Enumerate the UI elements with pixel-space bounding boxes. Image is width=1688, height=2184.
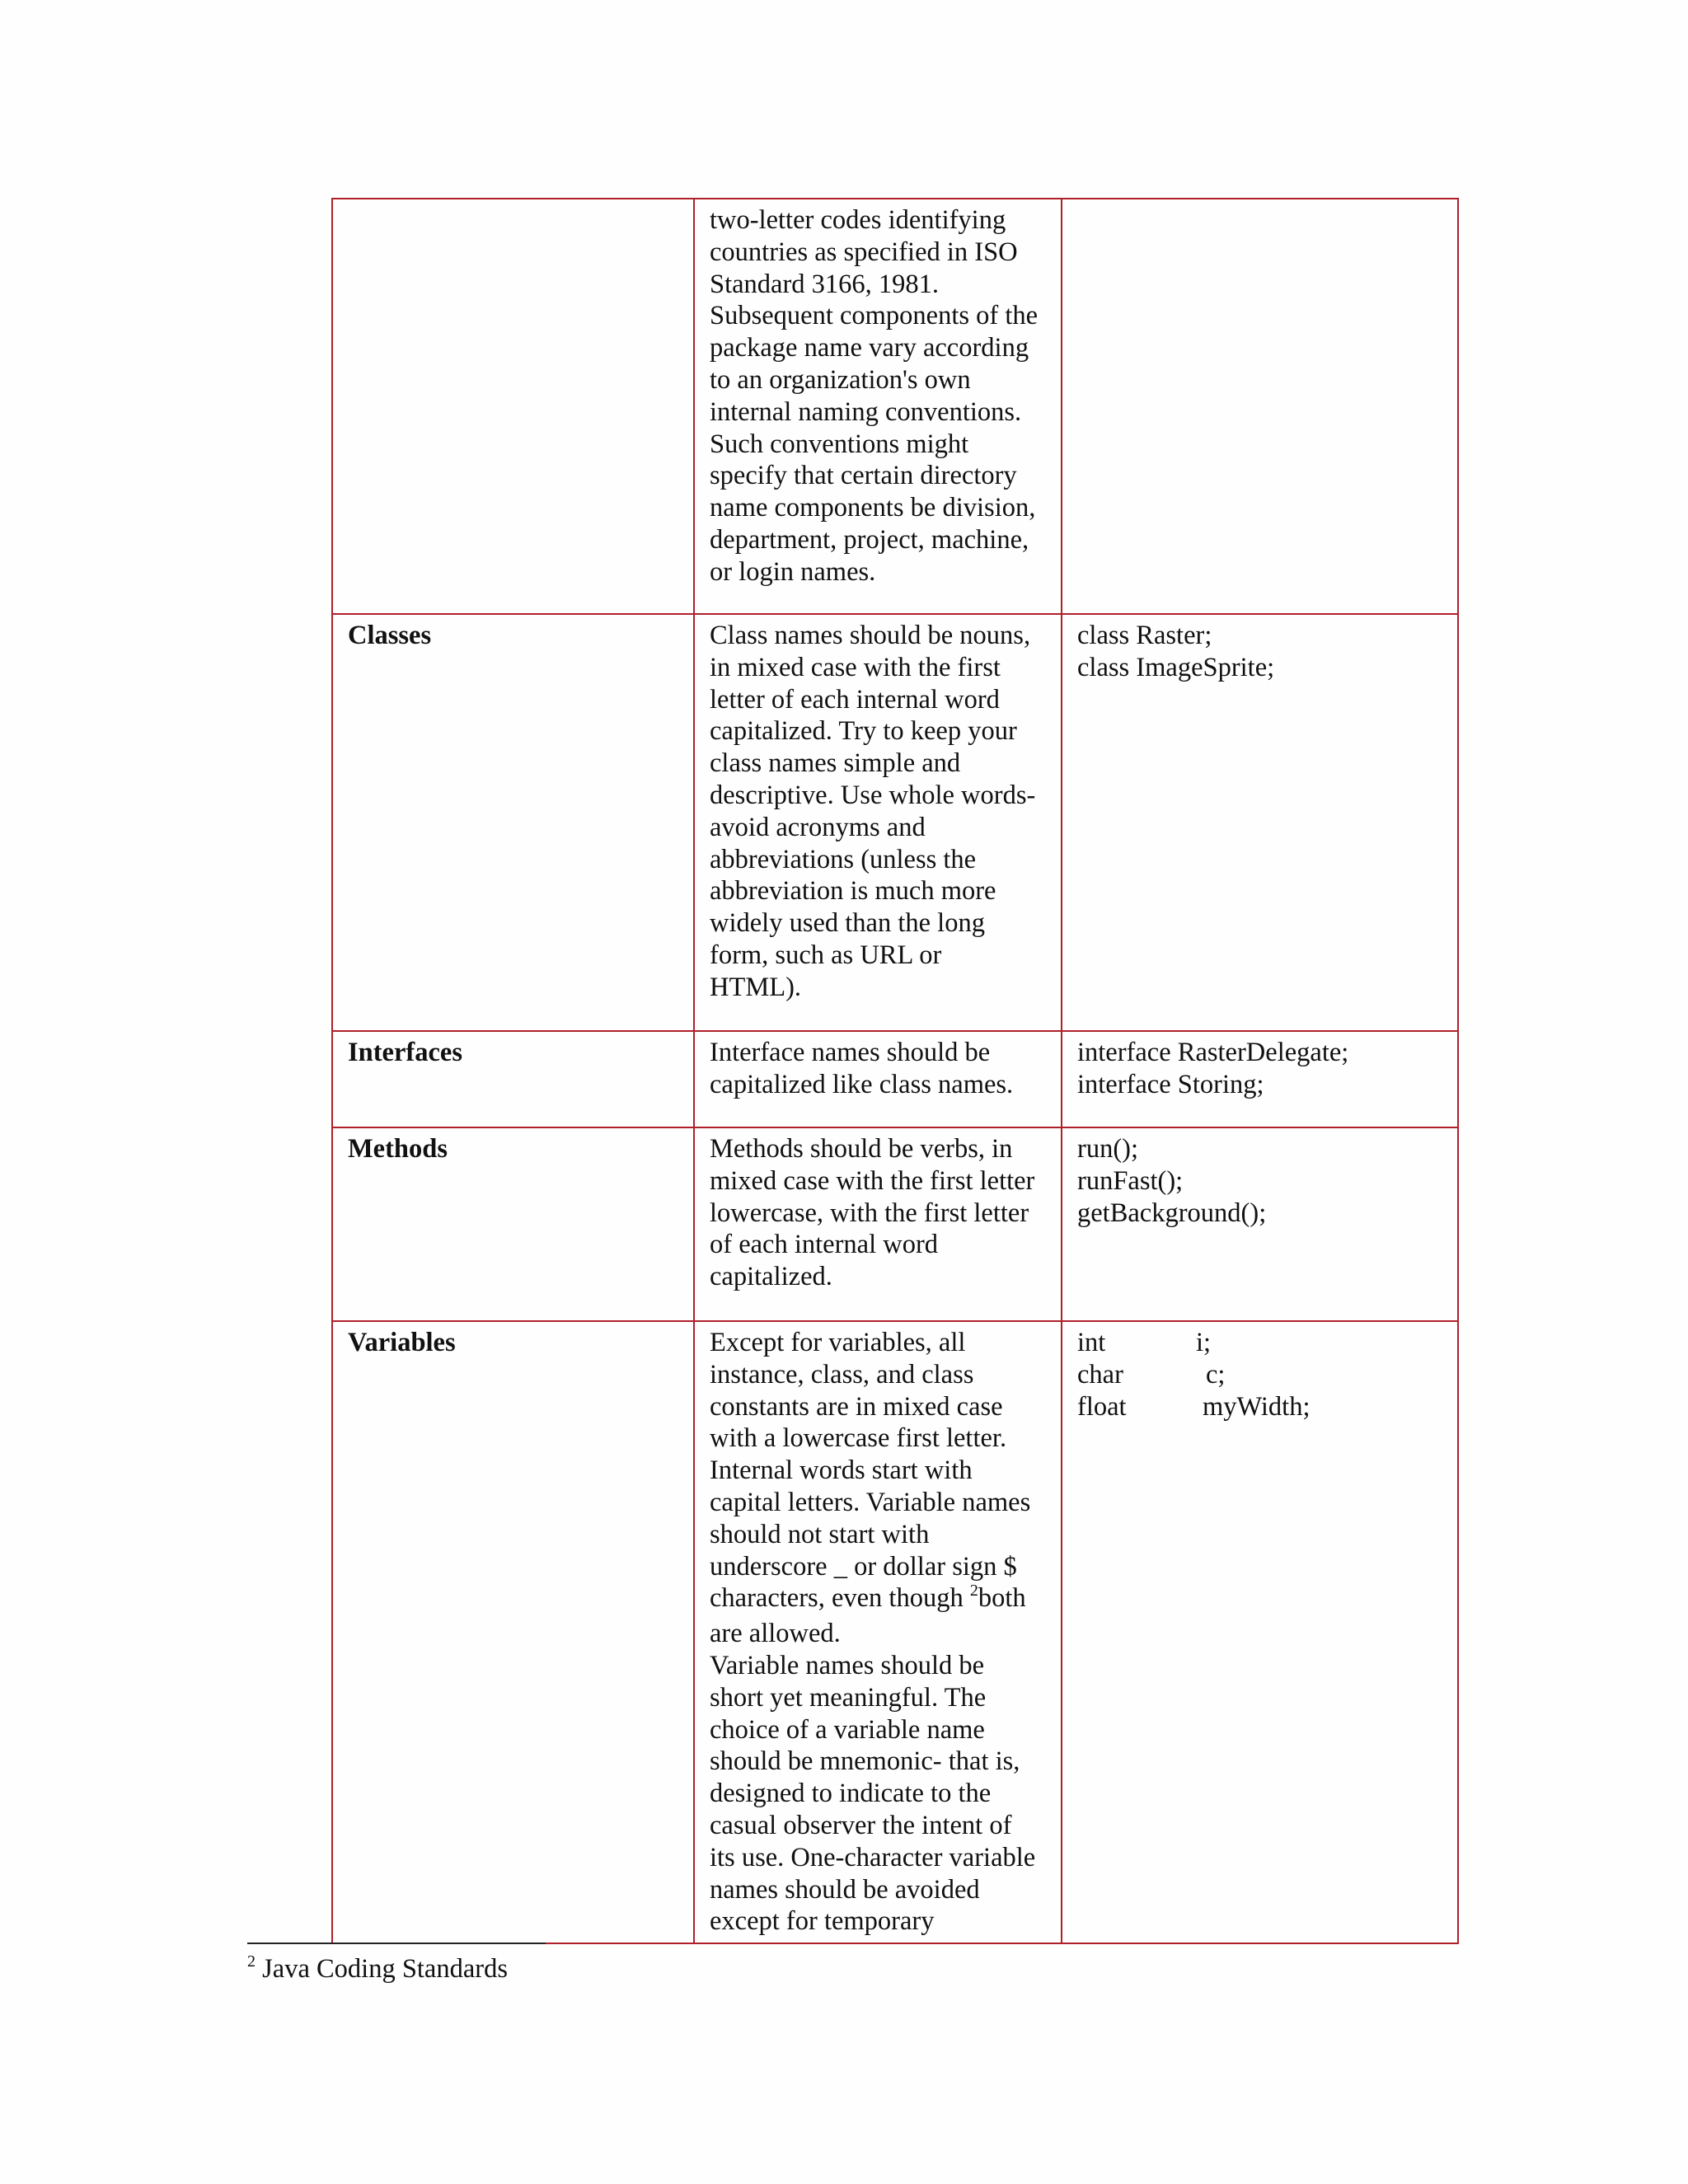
rules-line: form, such as URL or [710,940,942,970]
example-line: interface RasterDelegate; [1077,1038,1349,1067]
rules-line: HTML). [710,972,802,1002]
rules-line: in mixed case with the first [710,652,1001,682]
table-row-methods [332,1127,1458,1321]
rules-cell [694,614,1062,1031]
rules-line: Such conventions might [710,429,969,459]
rules-line: choice of a variable name [710,1714,985,1745]
examples-cell [1062,614,1458,1031]
naming-conventions-table [331,198,1459,1944]
example-line: class ImageSprite; [1077,652,1275,682]
rules-line: two-letter codes identifying [710,205,1006,235]
rules-line: constants are in mixed case [710,1391,1003,1422]
rules-line: avoid acronyms and [710,812,926,842]
examples-cell [1062,199,1458,614]
examples-cell [1062,1031,1458,1127]
example-type-keyword: int [1077,1328,1106,1357]
rules-line: casual observer the intent of [710,1810,1012,1840]
rules-line: class names simple and [710,748,961,779]
footnote-separator [247,1943,546,1944]
rules-line: letter of each internal word [710,684,1000,715]
rules-line: Standard 3166, 1981. [710,269,940,299]
rules-line: instance, class, and class [710,1359,974,1390]
rules-line: descriptive. Use whole words- [710,780,1036,810]
example-variable-name: myWidth; [1203,1391,1311,1422]
table-row-interfaces [332,1031,1458,1127]
rules-line: Variable names should be [710,1650,985,1680]
example-line: interface Storing; [1077,1069,1264,1099]
rules-cell [694,1321,1062,1943]
rules-line: its use. One-character variable [710,1842,1036,1872]
rules-line: designed to indicate to the [710,1779,992,1809]
rules-cell [694,1031,1062,1127]
footnote-text: Java Coding Standards [256,1954,509,1984]
rules-line: capitalized like class names. [710,1069,1014,1099]
rules-line: of each internal word [710,1230,939,1260]
rules-line: with a lowercase first letter. [710,1423,1007,1454]
rules-cell [694,199,1062,614]
rules-line: capital letters. Variable names [710,1487,1031,1517]
example-declaration [1077,1391,1444,1423]
rules-line: Methods should be verbs, in [710,1134,1013,1164]
rules-line: internal naming conventions. [710,396,1022,427]
rules-line: name components be division, [710,493,1036,523]
rules-line: should be mnemonic- that is, [710,1746,1020,1777]
identifier-type-cell [332,199,694,614]
example-variable-name: i; [1196,1328,1212,1357]
example-type-keyword: float [1077,1391,1127,1422]
rules-line: capitalized. Try to keep your [710,716,1017,747]
example-line: class Raster; [1077,621,1212,650]
footnote-marker: 2 [969,1582,978,1601]
rules-line-word: both [978,1583,1026,1614]
identifier-type-cell: Methods [332,1127,694,1321]
table-row-classes [332,614,1458,1031]
rules-line: countries as specified in ISO [710,237,1018,267]
table-row-variables [332,1321,1458,1943]
rules-line: abbreviation is much more [710,876,996,907]
rules-line: are allowed. [710,1619,841,1649]
example-line: getBackground(); [1077,1197,1267,1228]
rules-line: short yet meaningful. The [710,1682,987,1713]
examples-cell [1062,1321,1458,1943]
rules-line: abbreviations (unless the [710,844,977,874]
identifier-type-cell: Interfaces [332,1031,694,1127]
examples-cell [1062,1127,1458,1321]
table-row-package-continuation [332,199,1458,614]
rules-line: or login names. [710,556,876,587]
rules-line: Internal words start with [710,1455,973,1486]
rules-line: should not start with [710,1519,930,1549]
rules-line: except for temporary [710,1906,935,1937]
footnote [247,1952,508,1989]
rules-line: specify that certain directory [710,461,1017,491]
footnote-number: 2 [247,1952,256,1971]
identifier-type-cell: Variables [332,1321,694,1943]
rules-line: widely used than the long [710,908,985,939]
rules-line: Except for variables, all [710,1328,966,1357]
rules-line-with-footnote [710,1582,1048,1618]
rules-line: Class names should be nouns, [710,621,1031,650]
example-declaration [1077,1327,1444,1359]
example-variable-name: c; [1206,1359,1226,1390]
rules-line: package name vary according [710,333,1029,363]
example-line: run(); [1077,1134,1138,1164]
rules-line: department, project, machine, [710,524,1029,555]
example-declaration [1077,1359,1444,1391]
identifier-type-cell: Classes [332,614,694,1031]
example-type-keyword: char [1077,1359,1123,1390]
rules-line: to an organization's own [710,364,971,395]
rules-line: capitalized. [710,1262,832,1292]
rules-line: Subsequent components of the [710,301,1039,331]
example-line: runFast(); [1077,1165,1184,1196]
rules-line: names should be avoided [710,1874,980,1905]
rules-line: lowercase, with the first letter [710,1197,1029,1228]
rules-cell [694,1127,1062,1321]
rules-line-text: characters, even though [710,1583,970,1614]
rules-line: mixed case with the first letter [710,1165,1035,1196]
rules-line: Interface names should be [710,1038,991,1067]
rules-line: underscore _ or dollar sign $ [710,1551,1017,1582]
